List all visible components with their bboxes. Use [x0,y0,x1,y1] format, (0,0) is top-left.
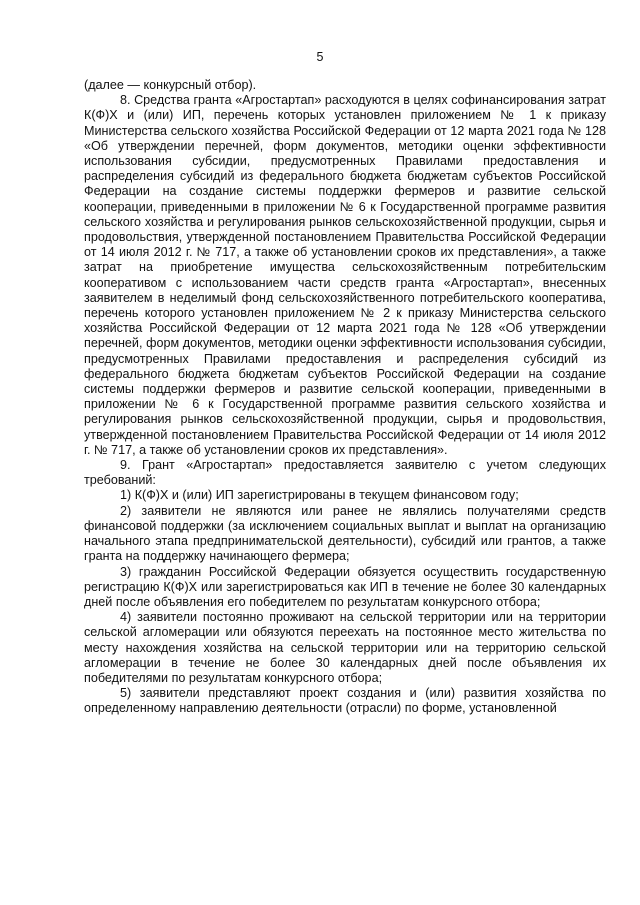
requirement-2: 2) заявители не являются или ранее не являлись получателями средств финансовой поддержки (за исключением социальных выплат и выплат на организацию начального этапа предпринимательской деятельности), субсидий или грантов, а также гранта на поддержку начинающего фермера; [84,503,606,564]
requirement-1: 1) К(Ф)Х и (или) ИП зарегистрированы в текущем финансовом году; [120,488,519,503]
paragraph-item-9: 9. Грант «Агростартап» предоставляется заявителю с учетом следующих требований: [84,458,606,488]
page-number: 5 [316,50,324,64]
paragraph-continuation: (далее — конкурсный отбор). [84,78,257,92]
requirement-3: 3) гражданин Российской Федерации обязуется осуществить государственную регистрацию К(Ф)Х или зарегистрироваться как ИП в течение не более 30 календарных дней после объявления его победителем по результатам конкурсного отбора; [84,564,606,609]
document-body [84,78,606,717]
requirement-5: 5) заявители представляют проект создания и (или) развития хозяйства по определенному направлению деятельности (отрасли) по форме, установленной [84,686,606,716]
paragraph-item-8: 8. Средства гранта «Агростартап» расходуются в целях софинансирования затрат К(Ф)Х и (или) ИП, перечень которых установлен приложением № 1 к приказу Министерства сельского хозяйства Российской Федерации от 12 марта 2021 года № 128 «Об утверждении перечней, форм документов, методики оценки эффективности использования субсидии, предусмотренных Правилами предоставления и распределения субсидий из федерального бюджета бюджетам субъектов Российской Федерации на создание системы поддержки фермеров и развитие сельской кооперации, приведенными в приложении № 6 к Государственной программе развития сельского хозяйства и регулирования рынков сельскохозяйственной продукции, сырья и продовольствия, утвержденной постановлением Правительства Российской Федерации от 14 июля 2012 г. № 717, а также об установлении сроков их представления», а также затрат на приобретение имущества сельскохозяйственным потребительским кооперативом с использованием части средств гранта «Агростартап», внесенных заявителем в неделимый фонд сельскохозяйственного потребительского кооператива, перечень которого установлен приложением № 2 к приказу Министерства сельского хозяйства Российской Федерации от 12 марта 2021 года № 128 «Об утверждении перечней, форм документов, методики оценки эффективности использования субсидии, предусмотренных Правилами предоставления и распределения субсидий из федерального бюджета бюджетам субъектов Российской Федерации на создание системы поддержки фермеров и развитие сельской кооперации, приведенными в приложении № 6 к Государственной программе развития сельского хозяйства и регулирования рынков сельскохозяйственной продукции, сырья и продовольствия, утвержденной постановлением Правительства Российской Федерации от 14 июля 2012 г. № 717, а также об установлении сроков их представления». [84,93,606,457]
requirement-4: 4) заявители постоянно проживают на сельской территории или на территории сельской агломерации или обязуются переехать на постоянное место жительства по месту нахождения хозяйства на сельской территории или на территорию сельской агломерации в течение не более 30 календарных дней после объявления их победителями по результатам конкурсного отбора; [84,610,606,685]
